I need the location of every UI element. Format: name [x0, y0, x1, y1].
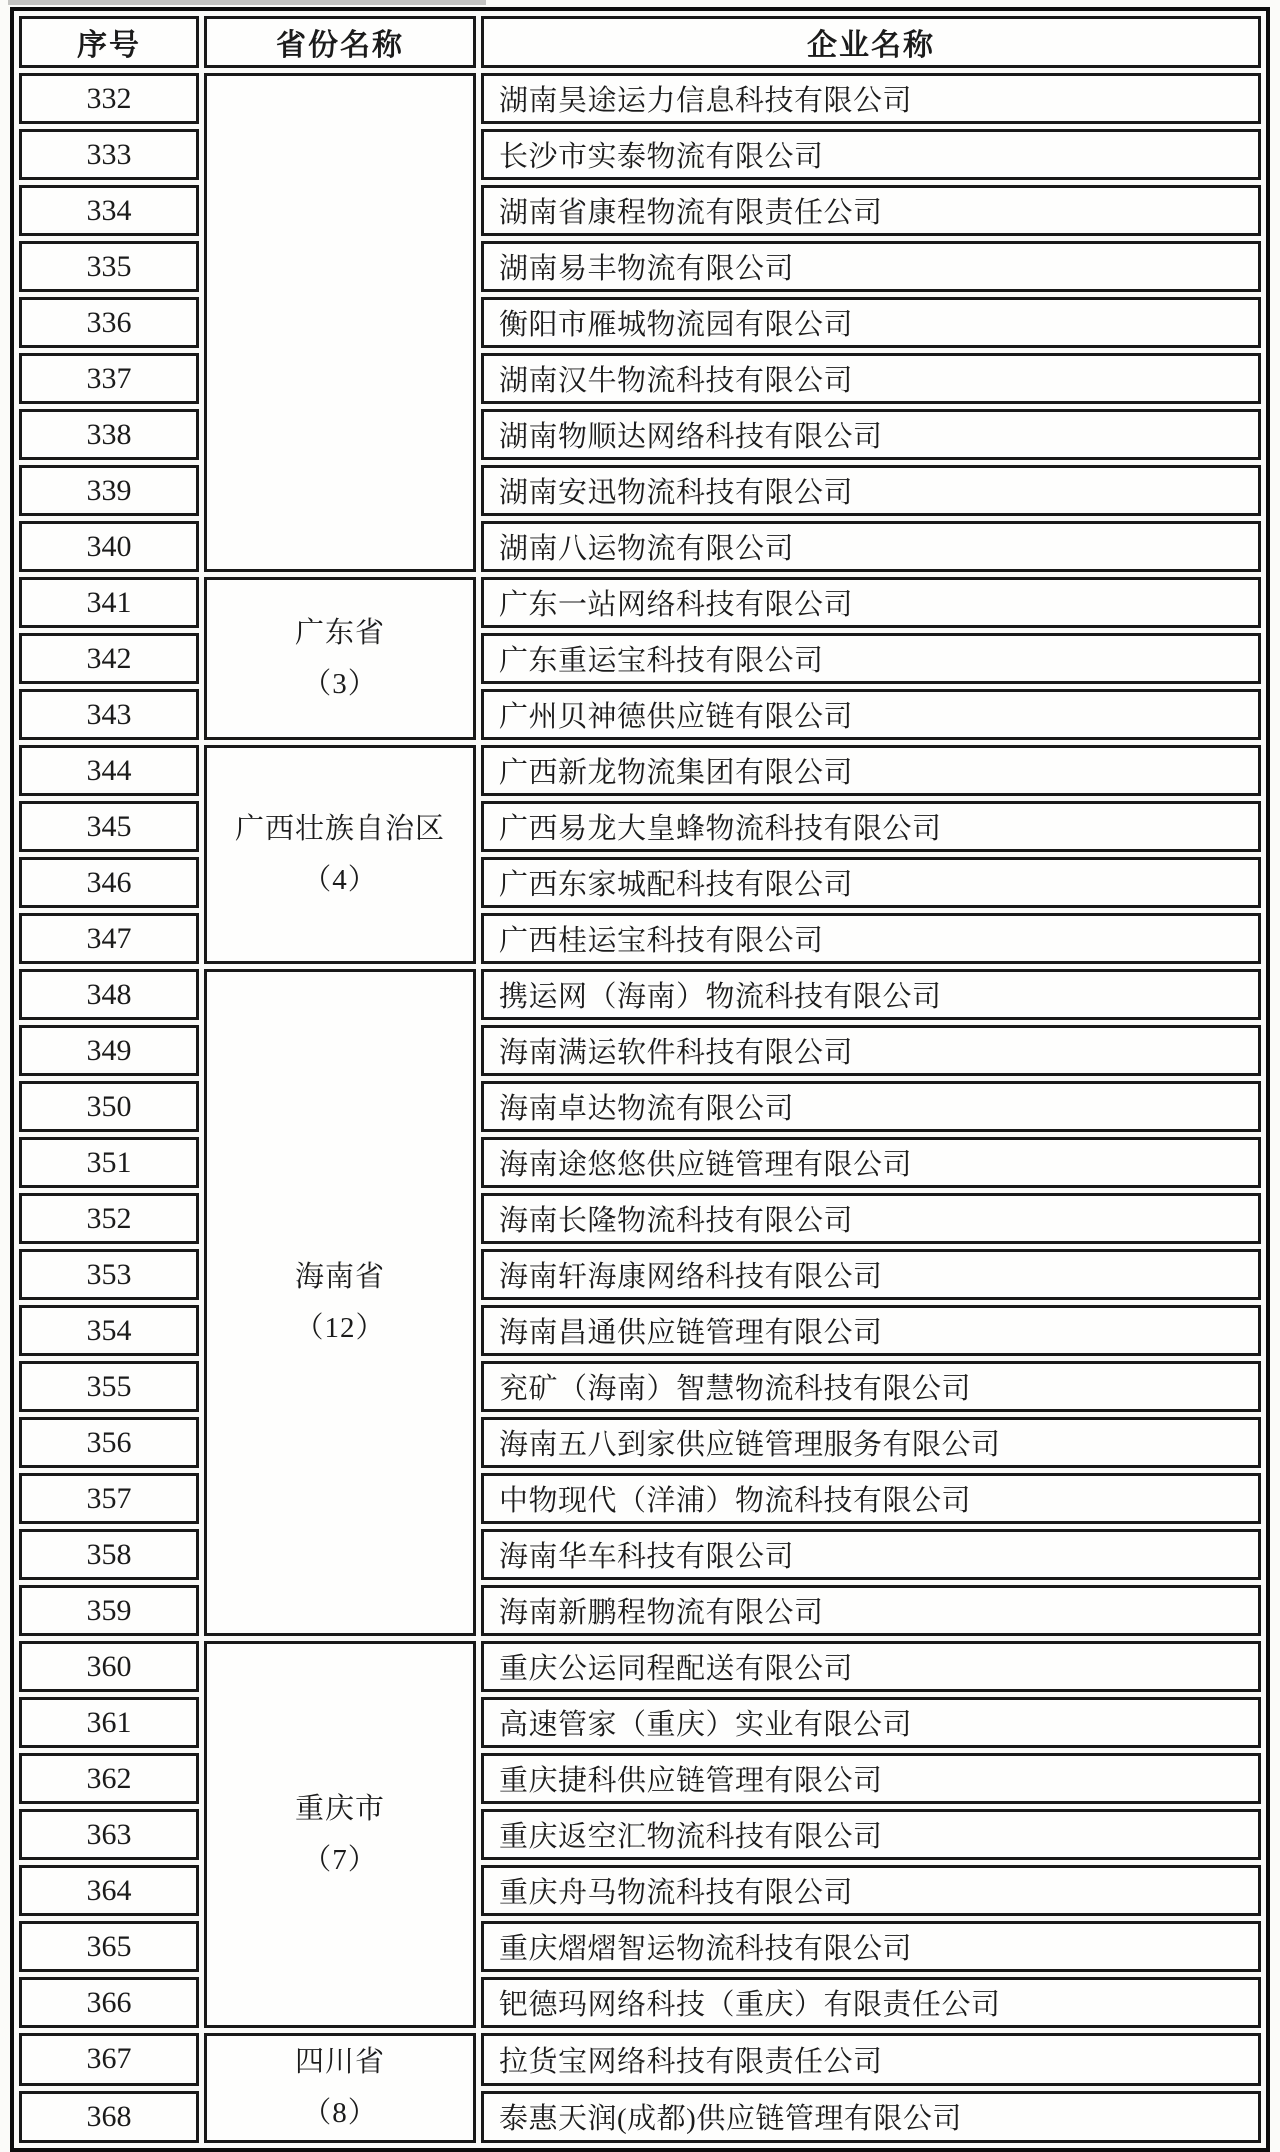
serial-cell: 349	[19, 1025, 199, 1076]
serial-cell: 335	[19, 241, 199, 292]
serial-cell: 350	[19, 1081, 199, 1132]
serial-cell: 367	[19, 2033, 199, 2086]
company-cell: 海南新鹏程物流有限公司	[481, 1585, 1261, 1636]
province-cell	[204, 2033, 476, 2143]
company-cell: 湖南八运物流有限公司	[481, 521, 1261, 572]
province-label-line: （3）	[302, 667, 378, 700]
serial-cell: 361	[19, 1697, 199, 1748]
table-body	[19, 73, 1261, 2143]
province-cell	[204, 73, 476, 572]
province-label-line: 广东省	[294, 616, 385, 649]
serial-cell: 338	[19, 409, 199, 460]
serial-cell: 368	[19, 2091, 199, 2144]
header-province-name: 省份名称	[204, 16, 476, 68]
table-row	[19, 73, 1261, 124]
serial-cell: 340	[19, 521, 199, 572]
province-label-line: 重庆市	[294, 1792, 385, 1825]
page-crop-artifact	[8, 0, 486, 5]
company-cell: 湖南省康程物流有限责任公司	[481, 185, 1261, 236]
province-cell	[204, 577, 476, 740]
company-cell: 中物现代（洋浦）物流科技有限公司	[481, 1473, 1261, 1524]
company-cell: 长沙市实泰物流有限公司	[481, 129, 1261, 180]
province-label-line: 广西壮族自治区	[234, 812, 445, 845]
serial-cell: 352	[19, 1193, 199, 1244]
company-cell: 广西桂运宝科技有限公司	[481, 913, 1261, 964]
serial-cell: 355	[19, 1361, 199, 1412]
serial-cell: 345	[19, 801, 199, 852]
company-cell: 湖南易丰物流有限公司	[481, 241, 1261, 292]
serial-cell: 364	[19, 1865, 199, 1916]
serial-cell: 353	[19, 1249, 199, 1300]
province-label-line: （4）	[302, 863, 378, 896]
company-cell: 广东重运宝科技有限公司	[481, 633, 1261, 684]
serial-cell: 334	[19, 185, 199, 236]
company-cell: 海南华车科技有限公司	[481, 1529, 1261, 1580]
company-cell: 广东一站网络科技有限公司	[481, 577, 1261, 628]
serial-cell: 347	[19, 913, 199, 964]
company-cell: 兖矿（海南）智慧物流科技有限公司	[481, 1361, 1261, 1412]
serial-cell: 339	[19, 465, 199, 516]
serial-cell: 360	[19, 1641, 199, 1692]
company-cell: 重庆返空汇物流科技有限公司	[481, 1809, 1261, 1860]
serial-cell: 337	[19, 353, 199, 404]
header-serial-number: 序号	[19, 16, 199, 68]
header-row	[19, 16, 1261, 68]
province-cell	[204, 1641, 476, 2028]
company-cell: 海南昌通供应链管理有限公司	[481, 1305, 1261, 1356]
company-cell: 广西新龙物流集团有限公司	[481, 745, 1261, 796]
company-cell: 海南长隆物流科技有限公司	[481, 1193, 1261, 1244]
company-cell: 衡阳市雁城物流园有限公司	[481, 297, 1261, 348]
serial-cell: 342	[19, 633, 199, 684]
province-label-line: （8）	[302, 2097, 378, 2129]
company-cell: 重庆公运同程配送有限公司	[481, 1641, 1261, 1692]
company-cell: 湖南安迅物流科技有限公司	[481, 465, 1261, 516]
company-cell: 携运网（海南）物流科技有限公司	[481, 969, 1261, 1020]
header-company-name: 企业名称	[481, 16, 1261, 68]
company-cell: 湖南汉牛物流科技有限公司	[481, 353, 1261, 404]
province-cell	[204, 745, 476, 964]
company-cell: 海南途悠悠供应链管理有限公司	[481, 1137, 1261, 1188]
table-row	[19, 969, 1261, 1020]
serial-cell: 336	[19, 297, 199, 348]
serial-cell: 344	[19, 745, 199, 796]
table-row	[19, 577, 1261, 628]
company-cell: 泰惠天润(成都)供应链管理有限公司	[481, 2091, 1261, 2144]
province-cell	[204, 969, 476, 1636]
company-cell: 广西东家城配科技有限公司	[481, 857, 1261, 908]
serial-cell: 357	[19, 1473, 199, 1524]
serial-cell: 363	[19, 1809, 199, 1860]
company-cell: 广西易龙大皇蜂物流科技有限公司	[481, 801, 1261, 852]
serial-cell: 351	[19, 1137, 199, 1188]
company-cell: 拉货宝网络科技有限责任公司	[481, 2033, 1261, 2086]
company-cell: 重庆捷科供应链管理有限公司	[481, 1753, 1261, 1804]
serial-cell: 365	[19, 1921, 199, 1972]
company-cell: 高速管家（重庆）实业有限公司	[481, 1697, 1261, 1748]
serial-cell: 346	[19, 857, 199, 908]
company-cell: 海南卓达物流有限公司	[481, 1081, 1261, 1132]
serial-cell: 343	[19, 689, 199, 740]
table-row	[19, 745, 1261, 796]
province-label-line: 海南省	[294, 1260, 385, 1293]
company-cell: 湖南物顺达网络科技有限公司	[481, 409, 1261, 460]
table-row	[19, 2033, 1261, 2086]
table-row	[19, 1641, 1261, 1692]
company-cell: 海南满运软件科技有限公司	[481, 1025, 1261, 1076]
province-label-line: 四川省	[294, 2046, 385, 2078]
serial-cell: 354	[19, 1305, 199, 1356]
company-cell: 钯德玛网络科技（重庆）有限责任公司	[481, 1977, 1261, 2028]
serial-cell: 341	[19, 577, 199, 628]
company-cell: 海南轩海康网络科技有限公司	[481, 1249, 1261, 1300]
serial-cell: 333	[19, 129, 199, 180]
serial-cell: 356	[19, 1417, 199, 1468]
serial-cell: 362	[19, 1753, 199, 1804]
serial-cell: 366	[19, 1977, 199, 2028]
company-cell: 湖南昊途运力信息科技有限公司	[481, 73, 1261, 124]
company-cell: 广州贝神德供应链有限公司	[481, 689, 1261, 740]
serial-cell: 348	[19, 969, 199, 1020]
company-cell: 重庆熠熠智运物流科技有限公司	[481, 1921, 1261, 1972]
company-cell: 海南五八到家供应链管理服务有限公司	[481, 1417, 1261, 1468]
province-label-line: （12）	[294, 1311, 386, 1344]
serial-cell: 358	[19, 1529, 199, 1580]
company-cell: 重庆舟马物流科技有限公司	[481, 1865, 1261, 1916]
province-label-line: （7）	[302, 1843, 378, 1876]
serial-cell: 332	[19, 73, 199, 124]
company-table	[10, 7, 1270, 2152]
serial-cell: 359	[19, 1585, 199, 1636]
